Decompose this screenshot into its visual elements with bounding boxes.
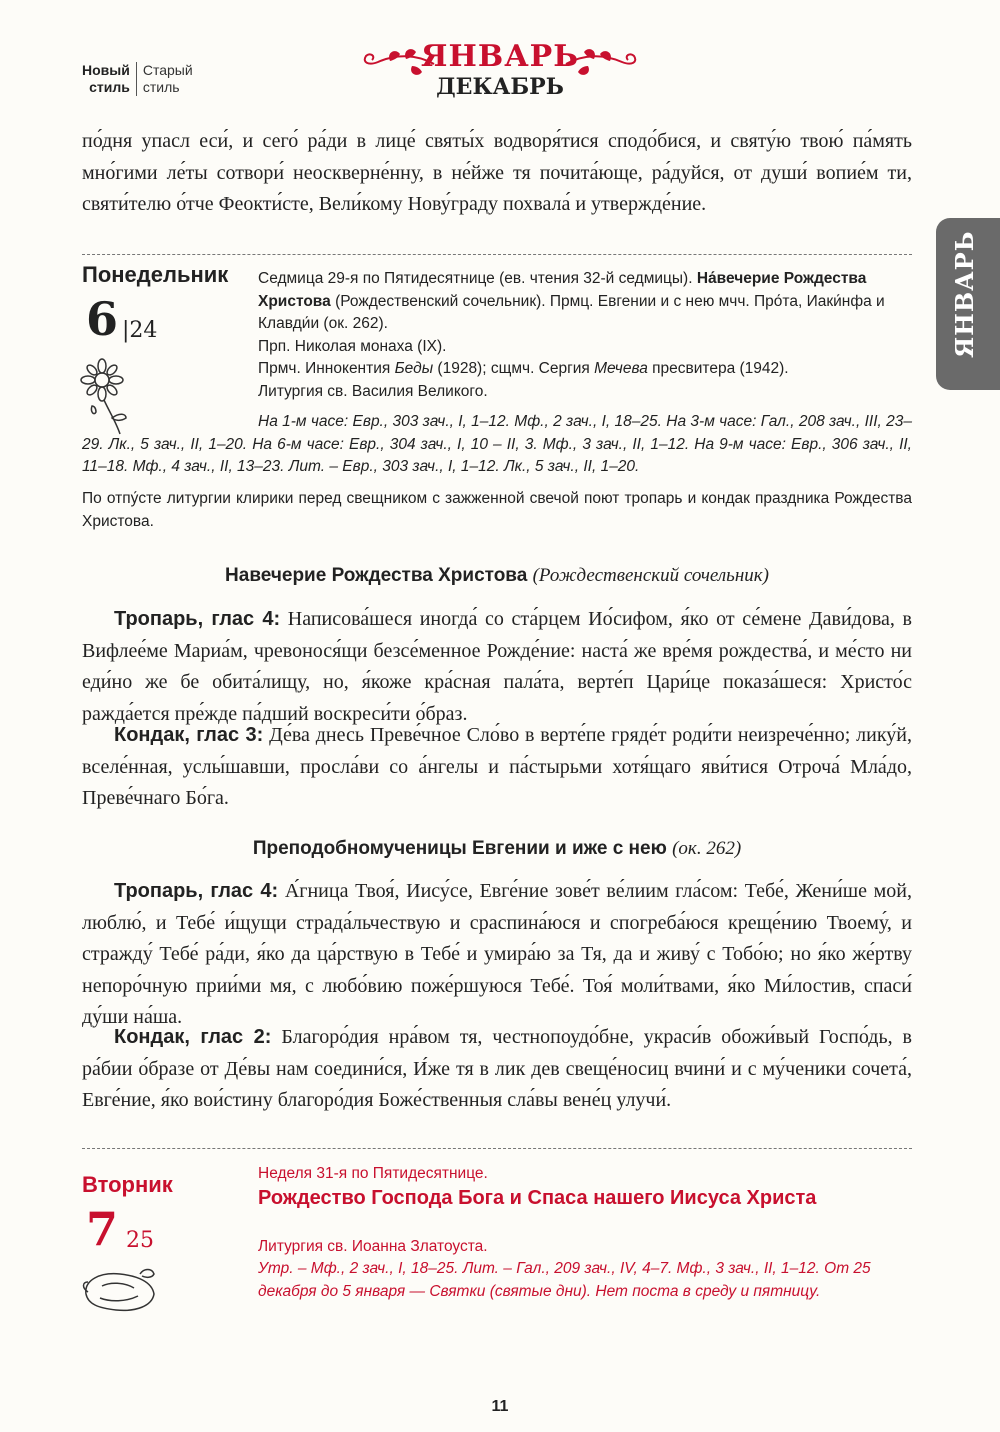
section1-kontakion-text: Де́ва днесь Преве́чное Сло́во в верте́пе гряде́т роди́ти неизрече́нно; лику́й, вселе́нная, услы́шавши, просла́ви со а́нгелы и па́стырьми хотя́щаго яви́тися Отроча́ Мла́до, Преве́чнаго Бо́га. (82, 724, 912, 809)
day2-readings-text: Утр. – Мф., 2 зач., I, 18–25. Лит. – Гал., 209 зач., IV, 4–7. Мф., 3 зач., II, 1–12. От 25 декабря до 5 января — Святки (святые дни). Нет поста в среду и пятницу. (258, 1260, 871, 1300)
day2-liturgy: Литургия св. Иоанна Златоуста. (258, 1238, 488, 1255)
section2-troparion (82, 876, 912, 1034)
day2-date-new: 7 (86, 1202, 119, 1256)
intro-text: по́дня упасл еси́, и сего́ ра́ди в лице́ святы́х водворя́тися сподо́бися, и святу́ю твою́ па́мять мно́гими ле́ты сотвори́ неоскверне́нну, в не́йже тя почита́юще, ра́дуйся, от души́ вопие́м ти, святи́телю о́тче Феокти́сте, Вели́кому Нову́граду похвала́ и утвержде́ние. (82, 130, 912, 215)
section1-title: Навечерие Рождества Христова (225, 565, 528, 586)
day2-feast-title: Рождество Господа Бога и Спаса нашего Иисуса Христа (258, 1187, 817, 1209)
style-legend (82, 62, 193, 96)
day1-date-old: |24 (122, 318, 158, 343)
day1-readings (82, 411, 912, 479)
section2-troparion-text: А́гница Твоя́, Иису́се, Евге́ние зове́т ве́лиим гла́сом: Тебе́, Жени́ше мой, люблю́, и Тебе́ и́щущи страда́льчествую и сраспина́юся и спогреба́юся креще́нию Твоему́, и стражду́ Тебе́ ра́ди, я́ко да ца́рствую в Тебе́ и умира́ю за Тя, да и живу́ с Тобо́ю; но я́ко же́ртву непоро́чную прии́ми мя, с любо́вию поже́ршуюся Тебе́. Тоя́ моли́твами, я́ко Ми́лостив, спаси́ ду́ши на́ша. (82, 880, 912, 1028)
day1-readings-text: На 1-м часе: Евр., 303 зач., I, 1–12. Мф., 2 зач., I, 18–25. На 3-м часе: Гал., 208 зач., III, 23–29. Лк., 5 зач., II, 1–20. На 6-м часе: Евр., 304 зач., I, 10 – II, 3. Мф., 3 зач., II, 1–12. На 9-м часе: Евр., 306 зач., II, 11–18. Мф., 4 зач., II, 13–23. Лит. – Евр., 303 зач., I, 1–12. Лк., 5 зач., II, 1–20. (82, 413, 912, 475)
section2-heading (82, 838, 912, 860)
day1-line3b: Беды (394, 360, 434, 377)
day1-line3a: Прмч. Иннокентия (258, 360, 395, 377)
divider (82, 254, 912, 255)
day1-line3d: Мечева (594, 360, 648, 377)
day2-weekday: Вторник (82, 1172, 173, 1197)
section2-title: Преподобномученицы Евгении и иже с нею (252, 838, 667, 859)
day1-line1a: Седмица 29-я по Пятидесятнице (ев. чтения 32-й седмицы). (258, 270, 697, 287)
section1-troparion-text: Написова́шеся иногда́ со ста́рцем Ио́сифом, я́ко от се́мене Дави́дова, в Вифлее́ме Мариа́м, чревонося́щи безсе́менное Рожде́ние: наста́ же вре́мя рождества́, и ме́сто ни еди́но же бе обита́лищу, но, я́коже кра́сная пала́та, верте́п Цари́це показа́шеся: Христо́с ражда́ется пре́жде па́дший воскреси́ти о́браз. (82, 608, 912, 725)
month-new: ЯНВАРЬ (421, 39, 579, 74)
side-month-tab (936, 218, 1000, 390)
new-style-label: Новый стиль (82, 62, 137, 96)
day1-description (258, 268, 908, 403)
day1-feast: На́вечерие Рождества Христова (258, 270, 867, 310)
section2-kontakion-label: Кондак, глас 2: (114, 1026, 272, 1048)
section2-kontakion (82, 1022, 912, 1117)
section1-heading (82, 565, 912, 587)
section1-kontakion-label: Кондак, глас 3: (114, 724, 264, 746)
month-header (350, 40, 650, 100)
month-old: ДЕКАБРЬ (436, 74, 564, 100)
section2-kontakion-text: Благоро́дия нра́вом тя, честнопоудо́бне, украси́в обожи́вый Госпо́дь, в ра́бии о́бразе от Де́вы нам соедини́ся, И́же тя в лик дев свеще́носиц вчини́ и с му́ченики сочета́, Евге́ние, я́ко вои́стину благоро́дия Боже́ственныя сла́вы вене́ц улучи́. (82, 1026, 912, 1111)
section2-troparion-label: Тропарь, глас 4: (114, 880, 279, 902)
day2-week: Неделя 31-я по Пятидесятнице. (258, 1165, 488, 1182)
section1-kontakion (82, 720, 912, 815)
day2-date-old: 25 (126, 1228, 154, 1253)
section2-subtitle: (ок. 262) (672, 838, 742, 859)
side-tab-label: ЯНВАРЬ (950, 230, 979, 358)
section1-troparion-label: Тропарь, глас 4: (114, 608, 281, 630)
page-number: 11 (491, 1398, 509, 1415)
day1-line3e: пресвитера (1942). (647, 360, 789, 377)
section1-subtitle: (Рождественский сочельник) (532, 565, 769, 586)
day1-weekday: Понедельник (82, 262, 229, 287)
section1-troparion (82, 604, 912, 730)
day1-liturgy: Литургия св. Василия Великого. (258, 382, 488, 400)
day1-date-new: 6 (86, 292, 119, 346)
day1-note: По отпу́сте литургии клирики перед свещником с зажженной свечой поют тропарь и кондак праздника Рождества Христова. (82, 490, 912, 530)
day2-readings (258, 1258, 908, 1303)
old-style-label: Старый стиль (142, 62, 193, 95)
day1-line2: Прп. Николая монаха (IX). (258, 337, 447, 355)
roast-bird-icon (80, 1264, 160, 1316)
day1-line1c: (Рождественский сочельник). Прмц. Евгении и с нею мчч. Про́та, Иаки́нфа и Клавди́и (ок. 262). (258, 292, 885, 332)
divider (82, 1148, 912, 1149)
day1-line3c: (1928); сщмч. Сергия (433, 360, 595, 377)
